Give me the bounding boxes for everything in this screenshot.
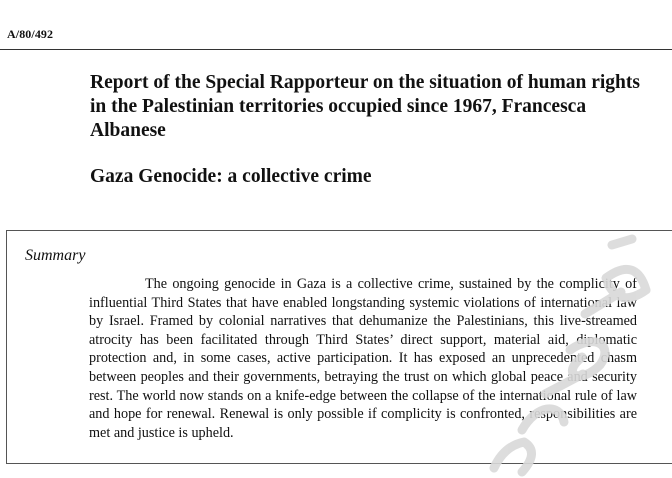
summary-text: The ongoing genocide in Gaza is a collective crime, sustained by the complicity of influential Third States that have enabled longstanding systemic violations of international law by Israel. Framed by colonial narratives that dehumanize the Palestinians, this live-streamed atrocity has been facilitated through Third States’ direct support, material aid, diplomatic protection and, in some cases, active participation. It has exposed an unprecedented chasm between peoples and their governments, betraying the trust on which global peace and security rest. The world now stands on a knife-edge between the collapse of the international rule of law and hope for renewal. Renewal is only possible if complicity is confronted, responsibilities are met and justice is upheld. [89, 276, 637, 441]
report-title: Report of the Special Rapporteur on the situation of human rights in the Palestinian territories occupied since 1967, Francesca Albanese [90, 72, 640, 141]
summary-box [6, 230, 672, 464]
summary-heading: Summary [25, 247, 86, 264]
header-divider [0, 49, 672, 50]
document-symbol: A/80/492 [7, 27, 54, 41]
report-subtitle: Gaza Genocide: a collective crime [90, 166, 372, 187]
